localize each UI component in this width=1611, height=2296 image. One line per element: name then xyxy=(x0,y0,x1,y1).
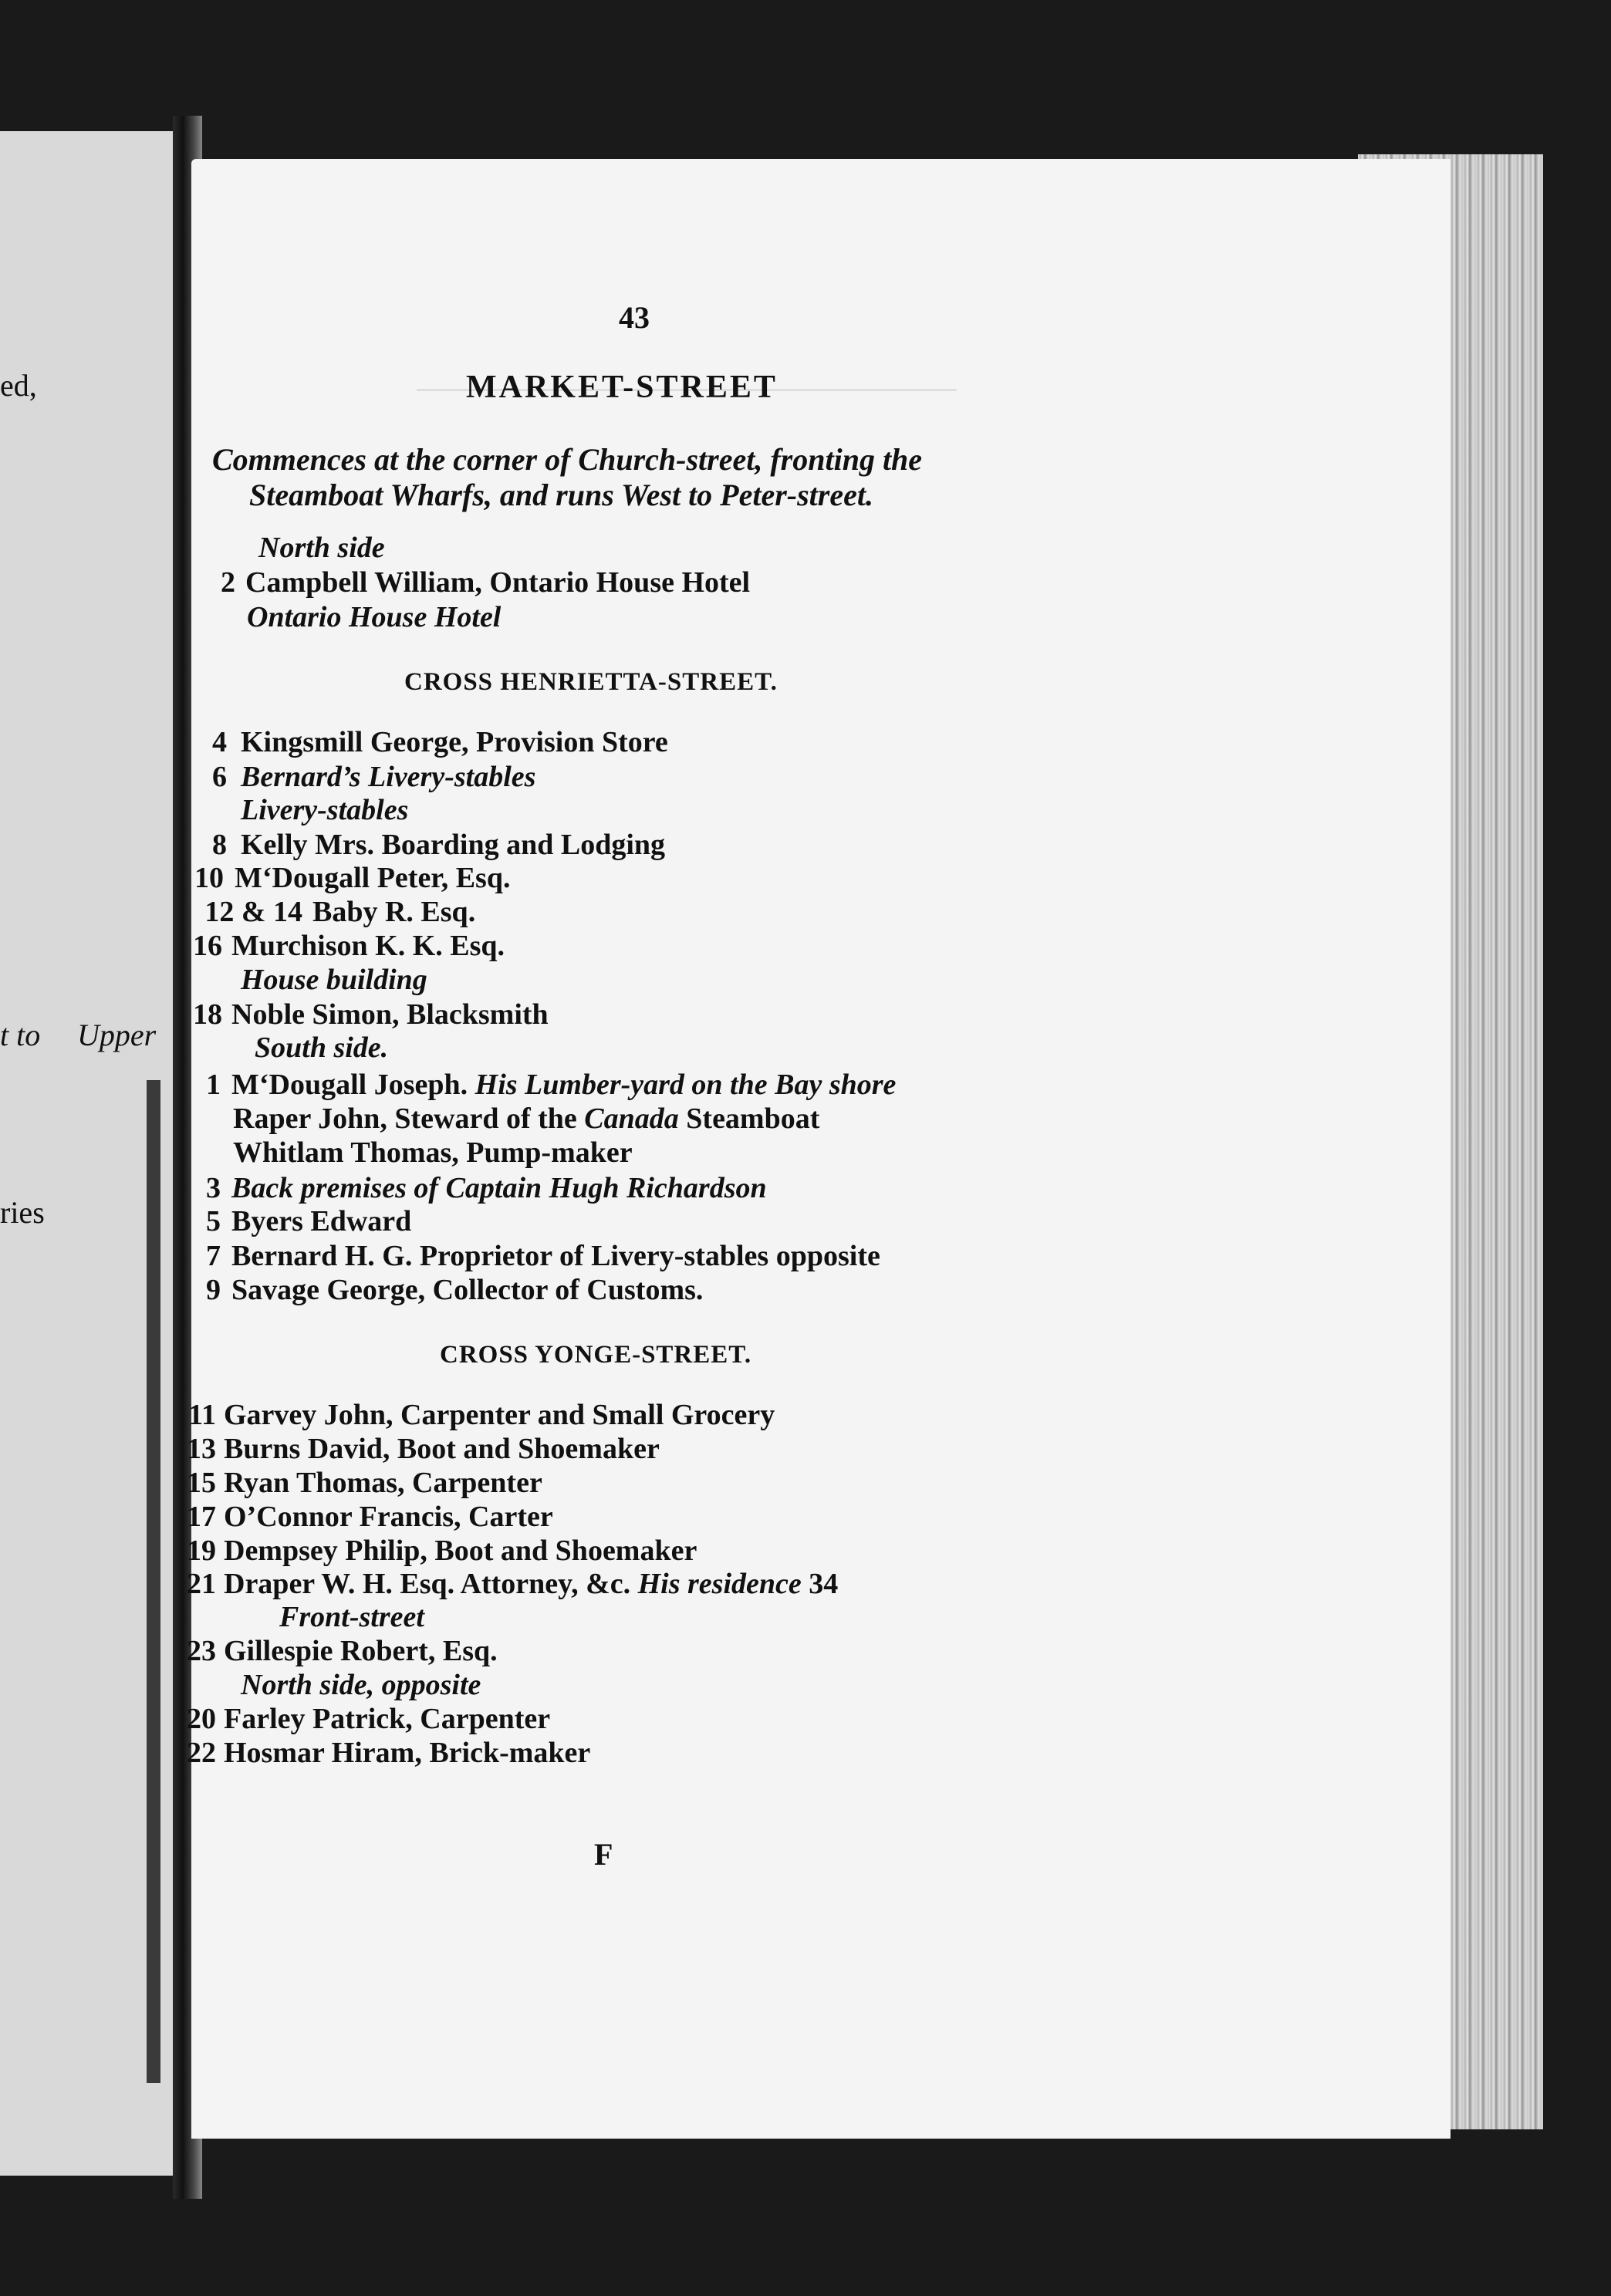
entry-mdougall-peter xyxy=(235,861,510,895)
entry-tail: Steamboat xyxy=(686,1102,820,1135)
entry-raper xyxy=(233,1102,819,1136)
entry-gillespie xyxy=(224,1634,498,1668)
entry-house-building xyxy=(241,963,427,997)
facing-page-text: t to xyxy=(0,1018,41,1052)
entry-text: Ontario House Hotel xyxy=(247,601,502,633)
entry-text: Draper W. H. Esq. Attorney, &c. xyxy=(224,1568,631,1600)
entry-number: 5 xyxy=(206,1205,221,1237)
intro-line-1: Commences at the corner of Church-street, fronting the xyxy=(212,442,923,477)
entry-text: Gillespie Robert, Esq. xyxy=(224,1635,498,1667)
entry-murchison xyxy=(231,929,505,963)
entry-text: Raper John, Steward of the xyxy=(233,1102,577,1135)
entry-text: North side xyxy=(258,532,385,564)
entry-hosmar xyxy=(224,1736,590,1770)
entry-number: 11 xyxy=(188,1399,216,1431)
entry-bernard-hg xyxy=(231,1239,880,1273)
entry-back-premises xyxy=(231,1171,767,1205)
entry-text: O’Connor Francis, Carter xyxy=(224,1501,553,1533)
entry-savage xyxy=(231,1273,703,1307)
entry-north-opposite xyxy=(241,1668,481,1702)
entry-kelly xyxy=(241,828,665,862)
entry-number: 22 xyxy=(187,1737,216,1769)
entry-text: North side, opposite xyxy=(241,1669,481,1701)
entry-front-street xyxy=(279,1600,424,1634)
entry-text: Murchison K. K. Esq. xyxy=(231,930,505,962)
entry-number: 10 xyxy=(194,862,224,894)
entry-number: 23 xyxy=(187,1635,216,1667)
entry-text: Bernard’s Livery-stables xyxy=(241,761,536,793)
entry-number: 9 xyxy=(206,1274,221,1306)
entry-number: 18 xyxy=(193,998,222,1031)
entry-number: 4 xyxy=(212,726,227,758)
entry-cross-yonge xyxy=(440,1336,751,1372)
entry-text: Farley Patrick, Carpenter xyxy=(224,1703,551,1735)
entry-italic-note: Canada xyxy=(584,1102,679,1135)
entry-text: Noble Simon, Blacksmith xyxy=(231,998,549,1031)
entry-number: 17 xyxy=(187,1501,216,1533)
facing-page-text: Upper xyxy=(77,1018,157,1052)
entry-text: South side. xyxy=(255,1032,389,1064)
entry-number: 3 xyxy=(206,1172,221,1204)
entry-farley xyxy=(224,1702,550,1736)
entry-number: 12 & 14 xyxy=(204,896,302,928)
entry-text: M‘Dougall Peter, Esq. xyxy=(235,862,511,894)
entry-tail: 34 xyxy=(809,1568,839,1600)
entry-campbell xyxy=(245,566,750,599)
entry-whitlam xyxy=(233,1136,633,1170)
page-number: 43 xyxy=(619,300,650,335)
entry-text: Ryan Thomas, Carpenter xyxy=(224,1467,542,1499)
entry-draper xyxy=(224,1567,838,1601)
entry-baby xyxy=(312,895,475,929)
entry-text: Dempsey Philip, Boot and Shoemaker xyxy=(224,1535,697,1567)
entry-mdougall-joseph xyxy=(231,1068,896,1102)
entry-number: 16 xyxy=(193,930,222,962)
entry-text: Hosmar Hiram, Brick-maker xyxy=(224,1737,591,1769)
signature-mark: F xyxy=(594,1837,613,1872)
entry-number: 20 xyxy=(187,1703,216,1735)
entry-text: House building xyxy=(241,964,427,996)
entry-text: Burns David, Boot and Shoemaker xyxy=(224,1433,660,1465)
entry-text: Kingsmill George, Provision Store xyxy=(241,726,668,758)
entry-text: Bernard H. G. Proprietor of Livery-stables opposite xyxy=(231,1240,880,1272)
entry-italic-note: His residence xyxy=(637,1568,802,1600)
entry-text: Livery-stables xyxy=(241,794,409,826)
entry-number: 1 xyxy=(206,1069,221,1101)
street-heading: MARKET-STREET xyxy=(466,370,778,405)
entry-ontario-hotel xyxy=(247,600,501,634)
entry-south-side xyxy=(255,1031,388,1065)
entry-text: Byers Edward xyxy=(231,1205,412,1237)
entry-text: Kelly Mrs. Boarding and Lodging xyxy=(241,829,666,861)
entry-number: 7 xyxy=(206,1240,221,1272)
entry-number: 13 xyxy=(187,1433,216,1465)
entry-text: Garvey John, Carpenter and Small Grocery xyxy=(224,1399,775,1431)
entry-number: 8 xyxy=(212,829,227,861)
entry-text: Front-street xyxy=(279,1601,424,1633)
entry-garvey xyxy=(224,1398,775,1432)
entry-number: 15 xyxy=(187,1467,216,1499)
entry-text: Whitlam Thomas, Pump-maker xyxy=(233,1136,633,1169)
entry-dempsey xyxy=(224,1534,697,1568)
entry-livery-stables xyxy=(241,793,408,827)
entry-number: 19 xyxy=(187,1535,216,1567)
entry-italic-note: His Lumber-yard on the Bay shore xyxy=(475,1069,897,1101)
entry-north-side xyxy=(258,531,385,565)
entry-text: Savage George, Collector of Customs. xyxy=(231,1274,704,1306)
entry-text: CROSS YONGE-STREET. xyxy=(440,1341,752,1369)
entry-oconnor xyxy=(224,1500,553,1534)
entry-text: Back premises of Captain Hugh Richardson xyxy=(231,1172,767,1204)
entry-number: 21 xyxy=(187,1568,216,1600)
entry-noble xyxy=(231,998,549,1032)
entry-ryan xyxy=(224,1466,542,1500)
entry-cross-henrietta xyxy=(404,663,778,699)
entry-text: CROSS HENRIETTA-STREET. xyxy=(404,668,778,696)
entry-number: 6 xyxy=(212,761,227,793)
entry-bernard-livery xyxy=(241,760,535,794)
entry-number: 2 xyxy=(221,566,235,599)
entry-byers xyxy=(231,1204,411,1238)
facing-page-text: ed, xyxy=(0,368,37,403)
entry-burns xyxy=(224,1432,660,1466)
entry-text: Campbell William, Ontario House Hotel xyxy=(245,566,751,599)
intro-line-2: Steamboat Wharfs, and runs West to Peter-street. xyxy=(249,478,873,512)
entry-text: M‘Dougall Joseph. xyxy=(231,1069,468,1101)
entry-kingsmill xyxy=(241,725,668,759)
entry-text: Baby R. Esq. xyxy=(312,896,476,928)
facing-page-text: ries xyxy=(0,1195,45,1230)
